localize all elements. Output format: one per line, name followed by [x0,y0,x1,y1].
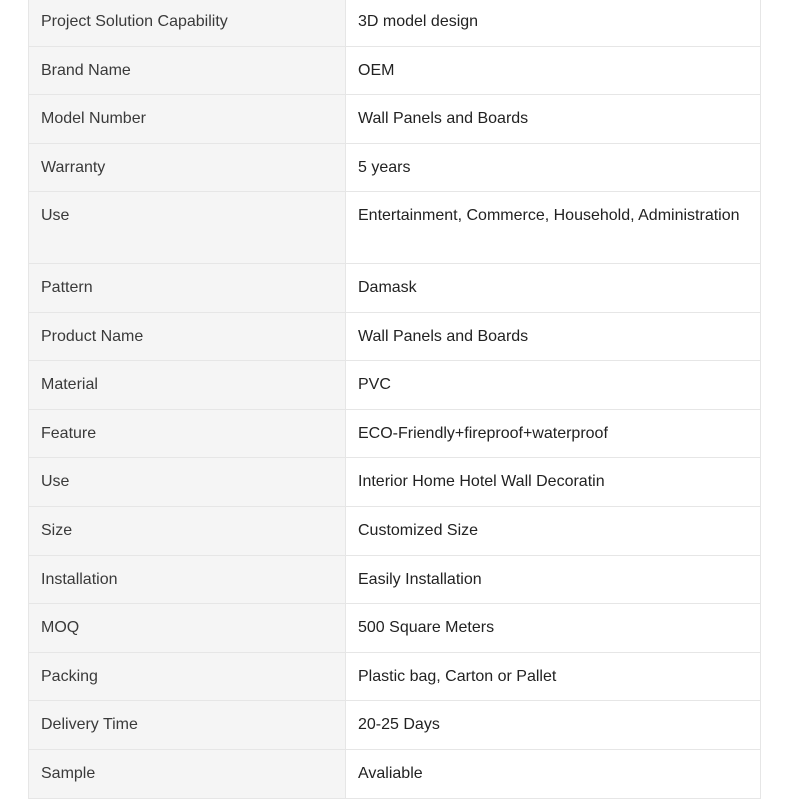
spec-value: Avaliable [346,749,761,798]
spec-value: Entertainment, Commerce, Household, Administration [346,192,761,264]
spec-label: Warranty [29,143,346,192]
spec-value: Customized Size [346,506,761,555]
table-row [29,506,761,555]
spec-label: Size [29,506,346,555]
table-row [29,192,761,264]
spec-label: Model Number [29,95,346,144]
spec-value: ECO-Friendly+fireproof+waterproof [346,409,761,458]
table-row [29,652,761,701]
spec-label: Project Solution Capability [29,0,346,46]
spec-value: Easily Installation [346,555,761,604]
product-spec-table [28,0,761,799]
spec-table-body [29,0,761,798]
table-row [29,143,761,192]
spec-label: Installation [29,555,346,604]
spec-value: Wall Panels and Boards [346,312,761,361]
table-row [29,312,761,361]
spec-value: Interior Home Hotel Wall Decoratin [346,458,761,507]
spec-label: Delivery Time [29,701,346,750]
spec-value: 3D model design [346,0,761,46]
spec-label: MOQ [29,604,346,653]
spec-value: Plastic bag, Carton or Pallet [346,652,761,701]
spec-label: Product Name [29,312,346,361]
spec-value: 500 Square Meters [346,604,761,653]
table-row [29,555,761,604]
spec-label: Packing [29,652,346,701]
spec-label: Pattern [29,263,346,312]
spec-value: 20-25 Days [346,701,761,750]
table-row [29,749,761,798]
table-row [29,409,761,458]
spec-value: OEM [346,46,761,95]
spec-label: Feature [29,409,346,458]
table-row [29,0,761,46]
table-row [29,95,761,144]
table-row [29,701,761,750]
spec-label: Use [29,458,346,507]
table-row [29,458,761,507]
spec-value: Damask [346,263,761,312]
table-row [29,263,761,312]
spec-label: Use [29,192,346,264]
spec-value: PVC [346,361,761,410]
table-row [29,604,761,653]
table-row [29,46,761,95]
spec-label: Material [29,361,346,410]
spec-label: Brand Name [29,46,346,95]
table-row [29,361,761,410]
spec-label: Sample [29,749,346,798]
spec-value: 5 years [346,143,761,192]
spec-value: Wall Panels and Boards [346,95,761,144]
